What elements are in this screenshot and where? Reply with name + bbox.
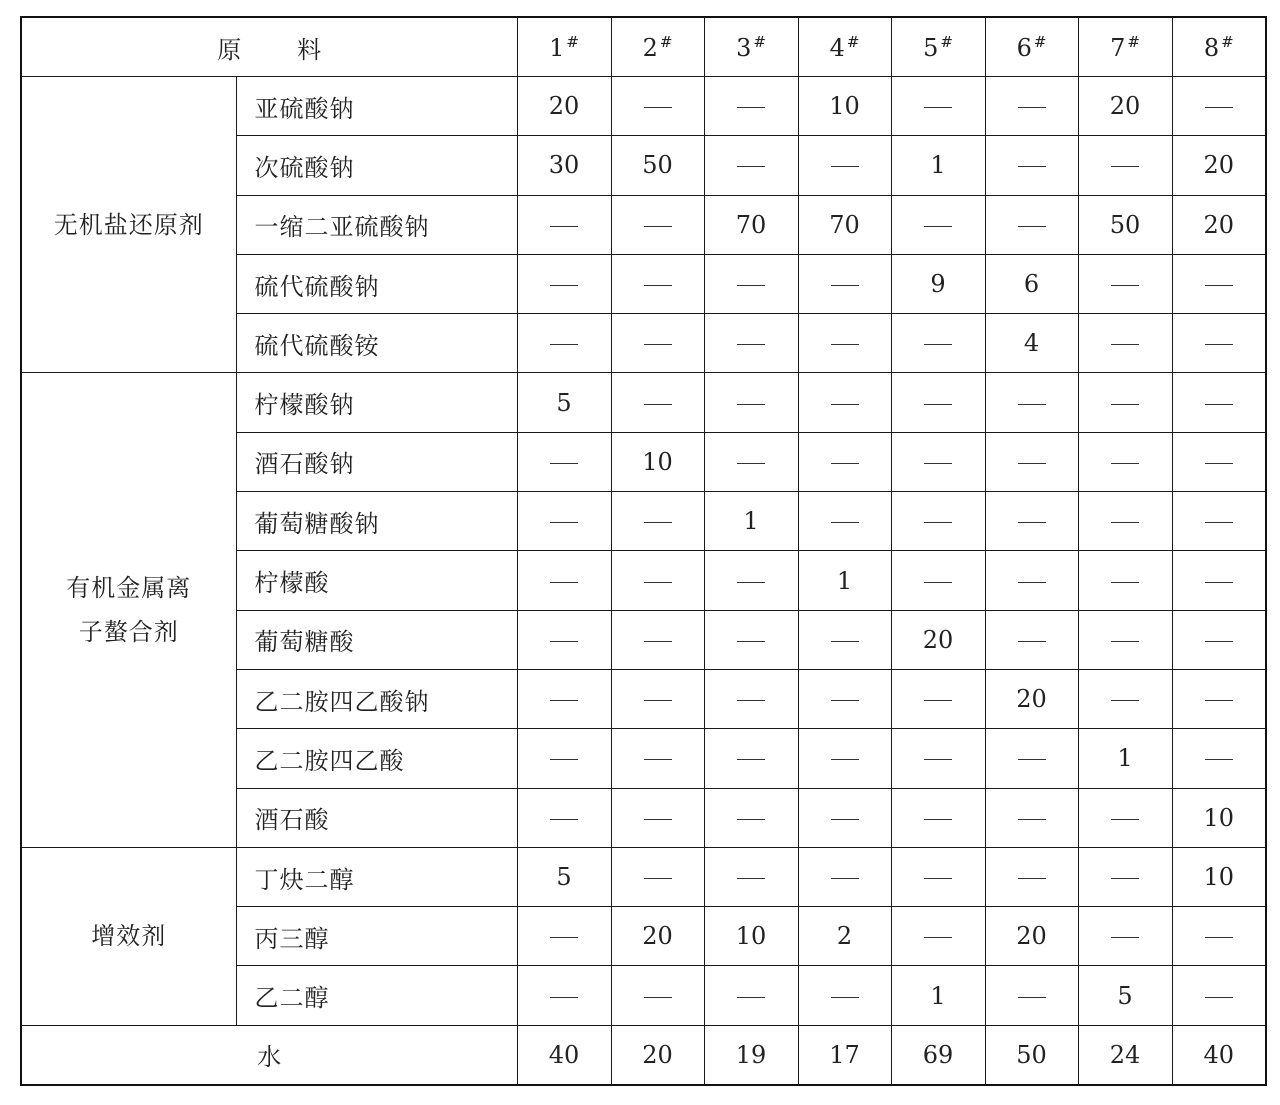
material-name: 乙二胺四乙酸 bbox=[236, 729, 517, 788]
value-cell: 70 bbox=[704, 195, 798, 254]
empty-dash bbox=[831, 463, 859, 464]
value-cell: 30 bbox=[517, 136, 611, 195]
material-name: 柠檬酸钠 bbox=[236, 373, 517, 432]
value-cell-empty bbox=[704, 966, 798, 1025]
group-label bbox=[21, 847, 236, 1025]
value-cell-empty bbox=[891, 77, 985, 136]
empty-dash bbox=[1111, 582, 1139, 583]
header-col-mark: # bbox=[753, 32, 766, 51]
value-cell: 24 bbox=[1078, 1025, 1172, 1085]
empty-dash bbox=[924, 107, 952, 108]
value-cell-empty bbox=[985, 77, 1078, 136]
material-name: 葡萄糖酸钠 bbox=[236, 492, 517, 551]
value-cell: 20 bbox=[1078, 77, 1172, 136]
value-cell-empty bbox=[985, 966, 1078, 1025]
empty-dash bbox=[1018, 404, 1046, 405]
value-cell-empty bbox=[517, 195, 611, 254]
empty-dash bbox=[1111, 285, 1139, 286]
value-cell-empty bbox=[798, 788, 891, 847]
value-cell: 50 bbox=[611, 136, 704, 195]
value-cell-empty bbox=[891, 788, 985, 847]
empty-dash bbox=[737, 344, 765, 345]
value-cell: 5 bbox=[517, 847, 611, 906]
value-cell-empty bbox=[891, 314, 985, 373]
empty-dash bbox=[550, 463, 578, 464]
material-name: 一缩二亚硫酸钠 bbox=[236, 195, 517, 254]
empty-dash bbox=[644, 878, 672, 879]
value-cell: 10 bbox=[798, 77, 891, 136]
value-cell-empty bbox=[611, 492, 704, 551]
header-col-mark: # bbox=[1221, 32, 1234, 51]
value-cell-empty bbox=[985, 551, 1078, 610]
value-cell-empty bbox=[611, 373, 704, 432]
value-cell-empty bbox=[798, 669, 891, 728]
empty-dash bbox=[550, 819, 578, 820]
empty-dash bbox=[1205, 285, 1233, 286]
empty-dash bbox=[1018, 166, 1046, 167]
empty-dash bbox=[737, 759, 765, 760]
value-cell-empty bbox=[798, 847, 891, 906]
header-col-num: 4 bbox=[829, 33, 845, 62]
value-cell-empty bbox=[985, 788, 1078, 847]
value-cell: 1 bbox=[891, 136, 985, 195]
value-cell-empty bbox=[1172, 492, 1266, 551]
empty-dash bbox=[1205, 107, 1233, 108]
value-cell-empty bbox=[1172, 669, 1266, 728]
value-cell-empty bbox=[611, 788, 704, 847]
value-cell-empty bbox=[1078, 847, 1172, 906]
value-cell-empty bbox=[1172, 373, 1266, 432]
empty-dash bbox=[1205, 700, 1233, 701]
empty-dash bbox=[644, 641, 672, 642]
header-col-num: 3 bbox=[736, 33, 752, 62]
empty-dash bbox=[831, 997, 859, 998]
empty-dash bbox=[644, 226, 672, 227]
empty-dash bbox=[644, 997, 672, 998]
value-cell-empty bbox=[891, 432, 985, 491]
value-cell-empty bbox=[1078, 788, 1172, 847]
empty-dash bbox=[1111, 937, 1139, 938]
value-cell-empty bbox=[1078, 492, 1172, 551]
empty-dash bbox=[1205, 759, 1233, 760]
table-body bbox=[21, 17, 1266, 1085]
value-cell: 2 bbox=[798, 907, 891, 966]
empty-dash bbox=[1111, 463, 1139, 464]
empty-dash bbox=[1018, 226, 1046, 227]
empty-dash bbox=[924, 878, 952, 879]
value-cell: 10 bbox=[1172, 847, 1266, 906]
value-cell-empty bbox=[1172, 254, 1266, 313]
empty-dash bbox=[737, 819, 765, 820]
table-row bbox=[21, 77, 1266, 136]
value-cell-empty bbox=[517, 669, 611, 728]
header-col-6 bbox=[985, 17, 1078, 77]
empty-dash bbox=[924, 344, 952, 345]
empty-dash bbox=[924, 522, 952, 523]
empty-dash bbox=[737, 463, 765, 464]
empty-dash bbox=[1111, 819, 1139, 820]
empty-dash bbox=[924, 463, 952, 464]
empty-dash bbox=[924, 582, 952, 583]
header-row bbox=[21, 17, 1266, 77]
value-cell-empty bbox=[798, 432, 891, 491]
material-name: 亚硫酸钠 bbox=[236, 77, 517, 136]
empty-dash bbox=[1111, 404, 1139, 405]
value-cell-empty bbox=[517, 729, 611, 788]
value-cell-empty bbox=[891, 669, 985, 728]
empty-dash bbox=[1205, 641, 1233, 642]
empty-dash bbox=[1018, 997, 1046, 998]
material-name: 乙二胺四乙酸钠 bbox=[236, 669, 517, 728]
empty-dash bbox=[644, 582, 672, 583]
empty-dash bbox=[550, 700, 578, 701]
value-cell-empty bbox=[611, 669, 704, 728]
value-cell-empty bbox=[704, 788, 798, 847]
value-cell: 9 bbox=[891, 254, 985, 313]
value-cell-empty bbox=[517, 907, 611, 966]
value-cell-empty bbox=[891, 907, 985, 966]
empty-dash bbox=[831, 700, 859, 701]
value-cell-empty bbox=[891, 195, 985, 254]
value-cell: 20 bbox=[517, 77, 611, 136]
value-cell: 5 bbox=[517, 373, 611, 432]
header-col-num: 7 bbox=[1110, 33, 1126, 62]
empty-dash bbox=[737, 166, 765, 167]
value-cell-empty bbox=[798, 610, 891, 669]
value-cell-empty bbox=[985, 492, 1078, 551]
empty-dash bbox=[1111, 522, 1139, 523]
empty-dash bbox=[737, 997, 765, 998]
value-cell-empty bbox=[611, 314, 704, 373]
empty-dash bbox=[1018, 463, 1046, 464]
empty-dash bbox=[550, 937, 578, 938]
value-cell-empty bbox=[1078, 610, 1172, 669]
material-name: 硫代硫酸铵 bbox=[236, 314, 517, 373]
empty-dash bbox=[644, 700, 672, 701]
value-cell-empty bbox=[1078, 254, 1172, 313]
value-cell-empty bbox=[1172, 610, 1266, 669]
header-col-mark: # bbox=[659, 32, 673, 51]
empty-dash bbox=[1018, 759, 1046, 760]
empty-dash bbox=[1205, 344, 1233, 345]
empty-dash bbox=[924, 404, 952, 405]
empty-dash bbox=[1111, 344, 1139, 345]
header-col-1 bbox=[517, 17, 611, 77]
material-name: 硫代硫酸钠 bbox=[236, 254, 517, 313]
value-cell-empty bbox=[611, 610, 704, 669]
value-cell-empty bbox=[891, 373, 985, 432]
value-cell-empty bbox=[704, 847, 798, 906]
empty-dash bbox=[924, 937, 952, 938]
empty-dash bbox=[924, 700, 952, 701]
empty-dash bbox=[737, 641, 765, 642]
material-name: 酒石酸钠 bbox=[236, 432, 517, 491]
header-col-mark: # bbox=[846, 32, 860, 51]
value-cell-empty bbox=[1078, 314, 1172, 373]
header-col-5 bbox=[891, 17, 985, 77]
empty-dash bbox=[831, 166, 859, 167]
value-cell: 20 bbox=[1172, 195, 1266, 254]
value-cell: 10 bbox=[704, 907, 798, 966]
value-cell-empty bbox=[985, 847, 1078, 906]
empty-dash bbox=[1018, 582, 1046, 583]
value-cell-empty bbox=[891, 847, 985, 906]
value-cell-empty bbox=[704, 432, 798, 491]
header-col-mark: # bbox=[940, 32, 953, 51]
value-cell: 20 bbox=[1172, 136, 1266, 195]
empty-dash bbox=[831, 878, 859, 879]
header-col-mark: # bbox=[1033, 32, 1047, 51]
value-cell-empty bbox=[891, 551, 985, 610]
empty-dash bbox=[831, 641, 859, 642]
value-cell: 5 bbox=[1078, 966, 1172, 1025]
value-cell: 70 bbox=[798, 195, 891, 254]
empty-dash bbox=[831, 759, 859, 760]
group-label-line: 增效剂 bbox=[91, 922, 167, 951]
value-cell-empty bbox=[611, 966, 704, 1025]
table-row bbox=[21, 847, 1266, 906]
value-cell-empty bbox=[798, 729, 891, 788]
value-cell-empty bbox=[517, 610, 611, 669]
header-col-mark: # bbox=[1127, 32, 1140, 51]
value-cell-empty bbox=[611, 77, 704, 136]
value-cell-empty bbox=[611, 195, 704, 254]
header-col-num: 6 bbox=[1016, 33, 1032, 62]
header-col-8 bbox=[1172, 17, 1266, 77]
group-label-line: 无机盐还原剂 bbox=[53, 210, 204, 239]
empty-dash bbox=[1205, 463, 1233, 464]
header-raw-material bbox=[21, 17, 517, 77]
value-cell: 4 bbox=[985, 314, 1078, 373]
value-cell: 40 bbox=[517, 1025, 611, 1085]
material-name: 柠檬酸 bbox=[236, 551, 517, 610]
empty-dash bbox=[1018, 522, 1046, 523]
header-label-left: 原 bbox=[217, 35, 242, 64]
value-cell-empty bbox=[985, 729, 1078, 788]
empty-dash bbox=[644, 759, 672, 760]
header-col-num: 8 bbox=[1203, 33, 1220, 62]
value-cell-empty bbox=[517, 432, 611, 491]
empty-dash bbox=[644, 344, 672, 345]
value-cell: 20 bbox=[891, 610, 985, 669]
value-cell: 20 bbox=[611, 907, 704, 966]
value-cell-empty bbox=[798, 254, 891, 313]
value-cell-empty bbox=[1078, 551, 1172, 610]
value-cell-empty bbox=[798, 492, 891, 551]
header-col-num: 5 bbox=[923, 33, 939, 62]
material-name: 丙三醇 bbox=[236, 907, 517, 966]
empty-dash bbox=[924, 819, 952, 820]
header-col-7 bbox=[1078, 17, 1172, 77]
empty-dash bbox=[1018, 107, 1046, 108]
empty-dash bbox=[550, 226, 578, 227]
value-cell-empty bbox=[611, 847, 704, 906]
material-name: 乙二醇 bbox=[236, 966, 517, 1025]
value-cell-empty bbox=[1172, 907, 1266, 966]
value-cell: 6 bbox=[985, 254, 1078, 313]
header-col-3 bbox=[704, 17, 798, 77]
value-cell: 40 bbox=[1172, 1025, 1266, 1085]
empty-dash bbox=[550, 641, 578, 642]
value-cell-empty bbox=[891, 492, 985, 551]
value-cell-empty bbox=[1172, 77, 1266, 136]
value-cell: 20 bbox=[985, 669, 1078, 728]
value-cell-empty bbox=[798, 314, 891, 373]
group-label-line: 子螯合剂 bbox=[78, 618, 179, 647]
value-cell-empty bbox=[704, 254, 798, 313]
empty-dash bbox=[831, 285, 859, 286]
empty-dash bbox=[644, 522, 672, 523]
value-cell: 20 bbox=[985, 907, 1078, 966]
empty-dash bbox=[1018, 878, 1046, 879]
value-cell-empty bbox=[798, 966, 891, 1025]
value-cell-empty bbox=[1172, 314, 1266, 373]
header-col-num: 2 bbox=[642, 33, 658, 62]
value-cell-empty bbox=[704, 669, 798, 728]
group-label bbox=[21, 77, 236, 373]
value-cell-empty bbox=[798, 136, 891, 195]
value-cell-empty bbox=[1078, 432, 1172, 491]
value-cell-empty bbox=[985, 195, 1078, 254]
value-cell-empty bbox=[704, 136, 798, 195]
empty-dash bbox=[644, 404, 672, 405]
value-cell-empty bbox=[1078, 907, 1172, 966]
empty-dash bbox=[1205, 522, 1233, 523]
empty-dash bbox=[550, 522, 578, 523]
value-cell-empty bbox=[704, 77, 798, 136]
value-cell: 10 bbox=[611, 432, 704, 491]
empty-dash bbox=[1205, 582, 1233, 583]
value-cell-empty bbox=[1172, 551, 1266, 610]
empty-dash bbox=[1111, 166, 1139, 167]
material-name: 次硫酸钠 bbox=[236, 136, 517, 195]
value-cell-empty bbox=[1078, 669, 1172, 728]
value-cell-empty bbox=[1172, 729, 1266, 788]
empty-dash bbox=[550, 997, 578, 998]
value-cell-empty bbox=[704, 551, 798, 610]
empty-dash bbox=[1018, 641, 1046, 642]
table-row bbox=[21, 373, 1266, 432]
value-cell: 69 bbox=[891, 1025, 985, 1085]
empty-dash bbox=[737, 582, 765, 583]
value-cell-empty bbox=[517, 966, 611, 1025]
value-cell-empty bbox=[517, 788, 611, 847]
value-cell-empty bbox=[985, 373, 1078, 432]
value-cell-empty bbox=[611, 729, 704, 788]
value-cell-empty bbox=[517, 314, 611, 373]
material-name: 丁炔二醇 bbox=[236, 847, 517, 906]
material-name: 酒石酸 bbox=[236, 788, 517, 847]
empty-dash bbox=[644, 819, 672, 820]
empty-dash bbox=[737, 404, 765, 405]
value-cell-empty bbox=[798, 373, 891, 432]
value-cell: 50 bbox=[1078, 195, 1172, 254]
value-cell-empty bbox=[985, 136, 1078, 195]
value-cell: 10 bbox=[1172, 788, 1266, 847]
empty-dash bbox=[831, 404, 859, 405]
empty-dash bbox=[737, 285, 765, 286]
empty-dash bbox=[550, 344, 578, 345]
header-label-right: 料 bbox=[297, 35, 322, 64]
material-name: 葡萄糖酸 bbox=[236, 610, 517, 669]
empty-dash bbox=[644, 285, 672, 286]
value-cell-empty bbox=[517, 254, 611, 313]
empty-dash bbox=[1111, 641, 1139, 642]
value-cell-empty bbox=[611, 551, 704, 610]
value-cell-empty bbox=[704, 373, 798, 432]
group-label bbox=[21, 373, 236, 847]
water-label: 水 bbox=[21, 1025, 517, 1085]
empty-dash bbox=[550, 285, 578, 286]
value-cell-empty bbox=[1172, 432, 1266, 491]
value-cell: 1 bbox=[798, 551, 891, 610]
value-cell-empty bbox=[517, 551, 611, 610]
value-cell-empty bbox=[704, 314, 798, 373]
value-cell-empty bbox=[611, 254, 704, 313]
empty-dash bbox=[1205, 997, 1233, 998]
value-cell-empty bbox=[1172, 966, 1266, 1025]
header-col-mark: # bbox=[566, 32, 579, 51]
value-cell: 17 bbox=[798, 1025, 891, 1085]
group-label-line: 有机金属离 bbox=[66, 574, 192, 603]
empty-dash bbox=[1205, 404, 1233, 405]
empty-dash bbox=[550, 759, 578, 760]
empty-dash bbox=[831, 522, 859, 523]
empty-dash bbox=[831, 819, 859, 820]
value-cell-empty bbox=[1078, 373, 1172, 432]
empty-dash bbox=[737, 107, 765, 108]
empty-dash bbox=[924, 226, 952, 227]
empty-dash bbox=[737, 878, 765, 879]
formula-table bbox=[20, 16, 1267, 1086]
value-cell: 19 bbox=[704, 1025, 798, 1085]
empty-dash bbox=[1205, 937, 1233, 938]
value-cell-empty bbox=[891, 729, 985, 788]
value-cell-empty bbox=[985, 610, 1078, 669]
water-row bbox=[21, 1025, 1266, 1085]
empty-dash bbox=[1111, 700, 1139, 701]
empty-dash bbox=[1111, 878, 1139, 879]
value-cell-empty bbox=[704, 729, 798, 788]
value-cell-empty bbox=[517, 492, 611, 551]
header-col-num: 1 bbox=[549, 33, 565, 62]
value-cell: 1 bbox=[704, 492, 798, 551]
value-cell: 50 bbox=[985, 1025, 1078, 1085]
value-cell-empty bbox=[985, 432, 1078, 491]
header-col-4 bbox=[798, 17, 891, 77]
value-cell: 1 bbox=[1078, 729, 1172, 788]
value-cell-empty bbox=[1078, 136, 1172, 195]
value-cell: 20 bbox=[611, 1025, 704, 1085]
value-cell-empty bbox=[704, 610, 798, 669]
empty-dash bbox=[1018, 819, 1046, 820]
value-cell: 1 bbox=[891, 966, 985, 1025]
empty-dash bbox=[831, 344, 859, 345]
empty-dash bbox=[924, 759, 952, 760]
empty-dash bbox=[644, 107, 672, 108]
header-col-2 bbox=[611, 17, 704, 77]
empty-dash bbox=[550, 582, 578, 583]
empty-dash bbox=[737, 700, 765, 701]
